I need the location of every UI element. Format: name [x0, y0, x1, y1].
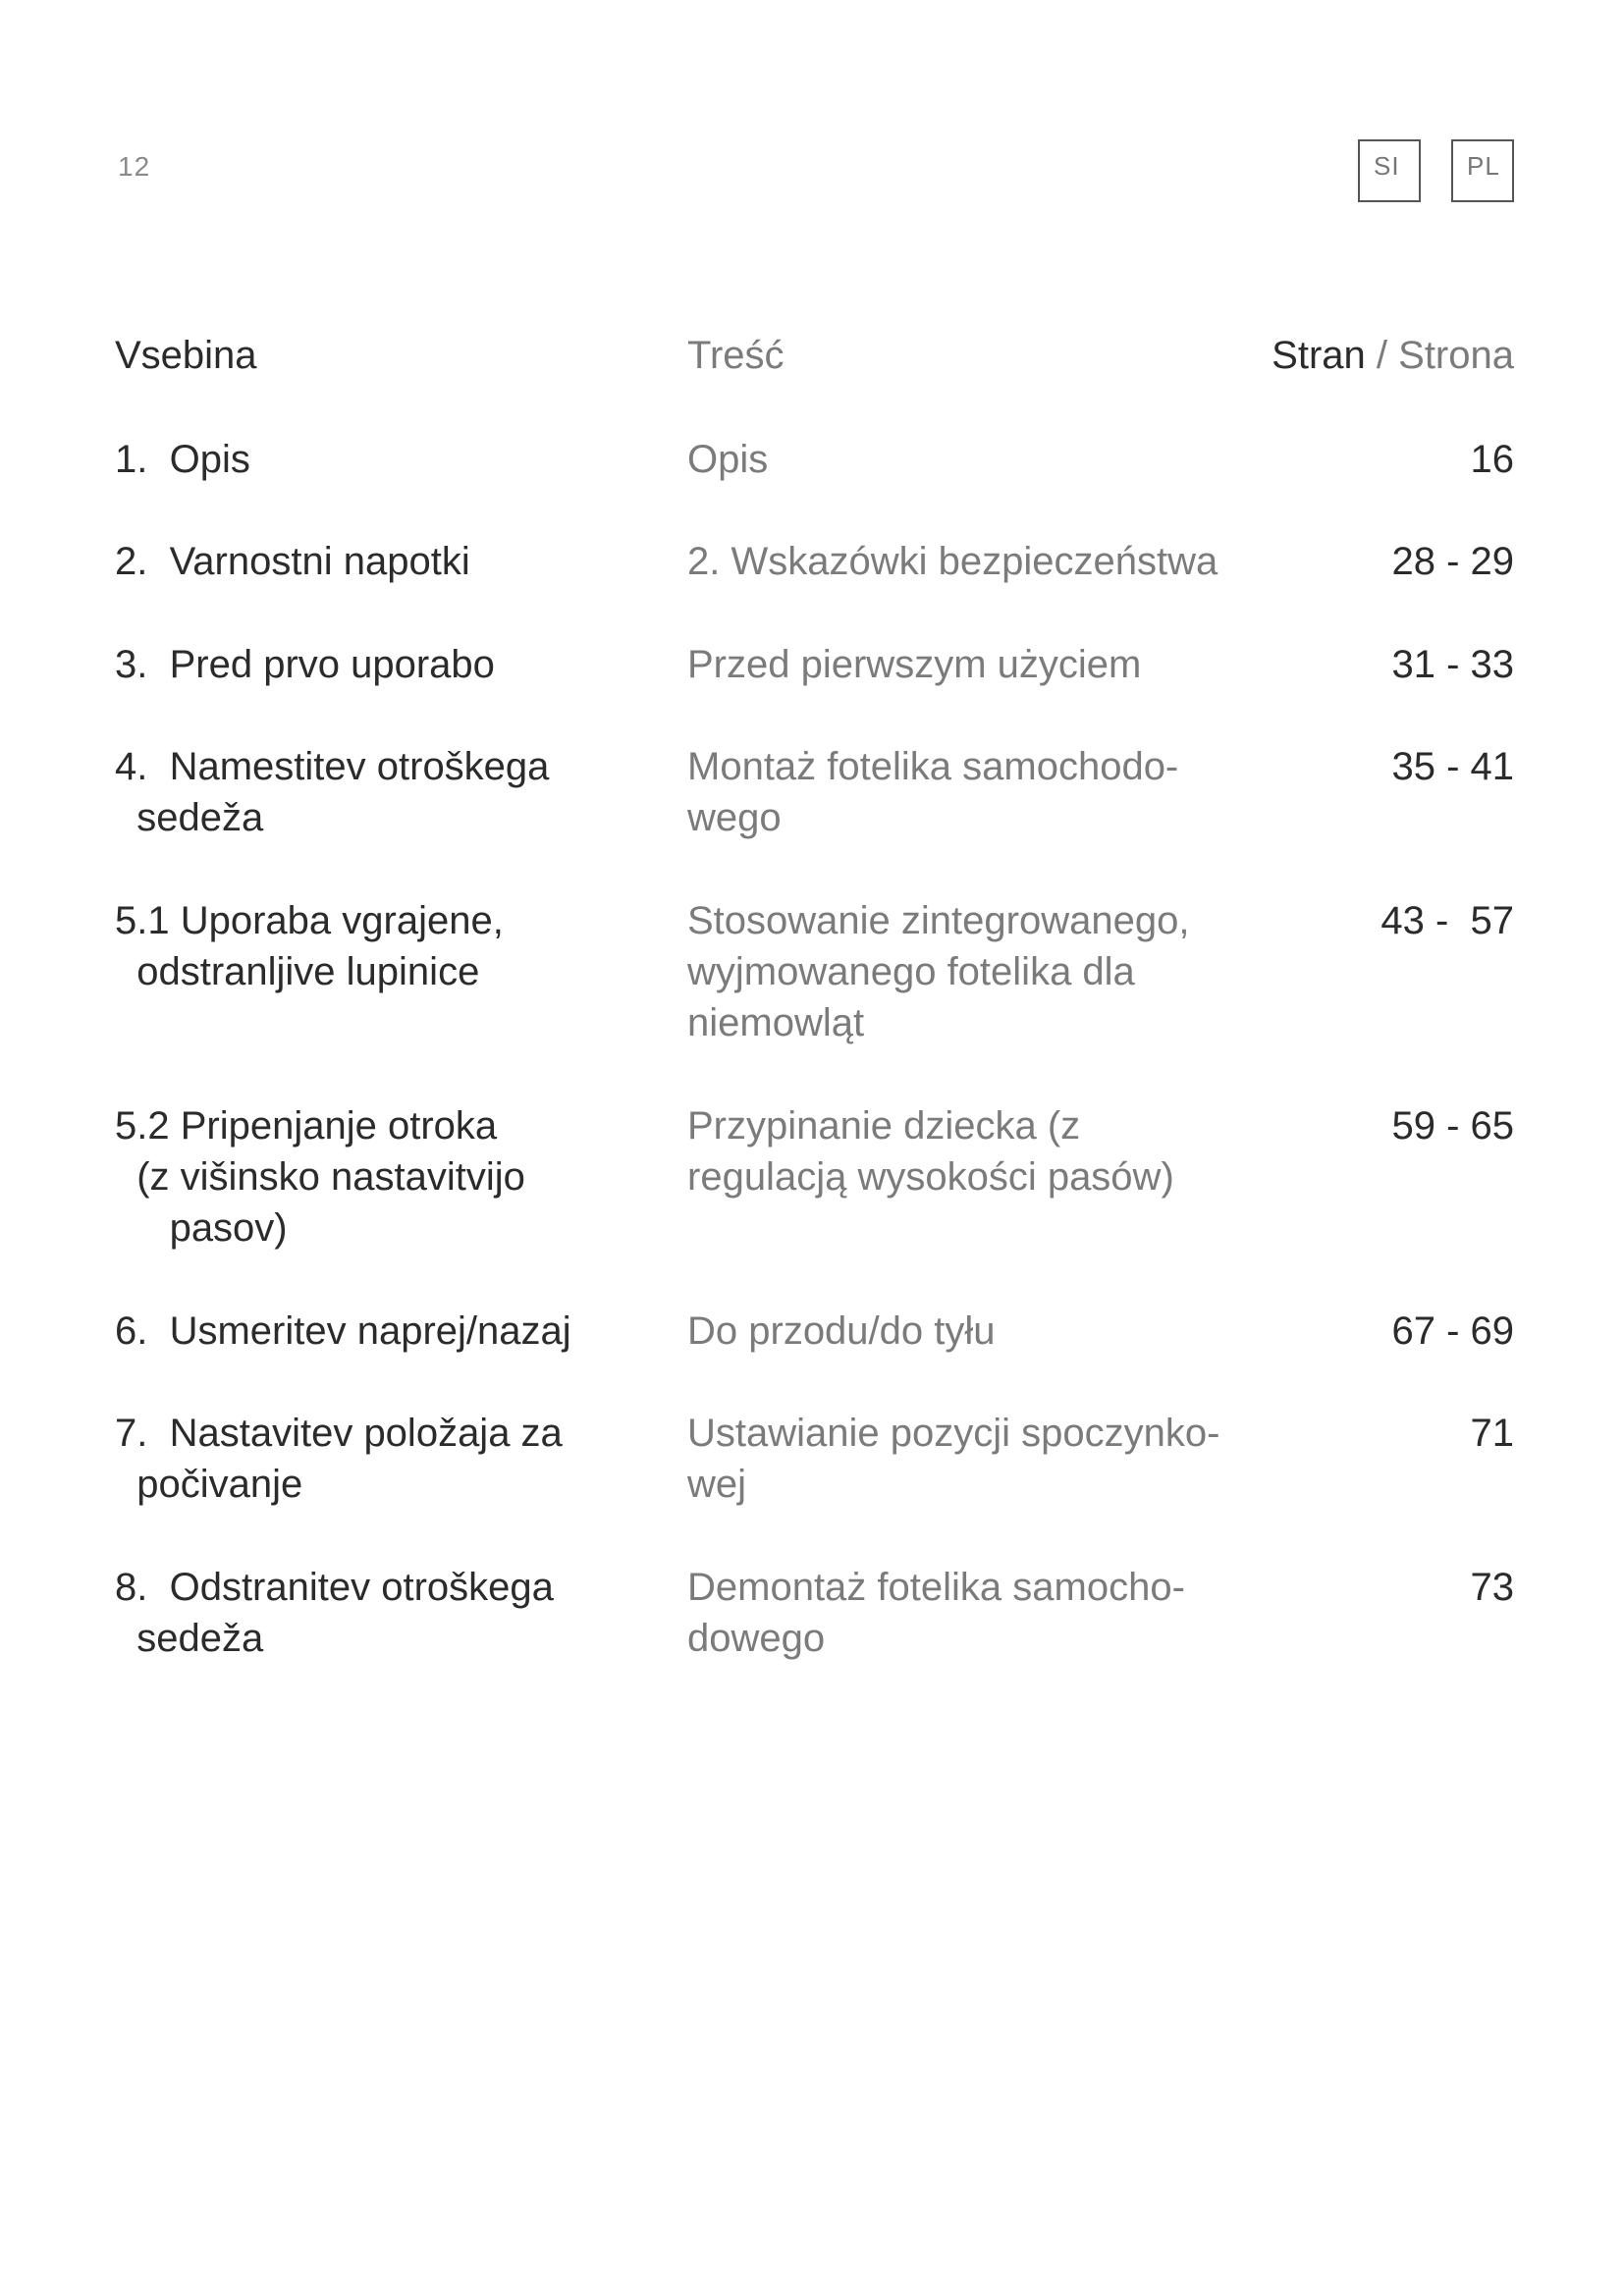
- toc-entry-pl: Ustawianie pozycji spoczynko- wej: [687, 1412, 1220, 1506]
- toc-entry-page: 59 - 65: [1391, 1104, 1514, 1148]
- page-label-si: Stran: [1272, 334, 1366, 377]
- page-label-separator: /: [1376, 334, 1388, 377]
- toc-header-si: Vsebina: [115, 334, 257, 377]
- toc-entry-si: 4. Namestitev otroškega sedeža: [115, 745, 550, 839]
- language-badge-si: SI: [1358, 139, 1421, 202]
- page-label-pl: Strona: [1398, 334, 1514, 377]
- toc-entry-page: 73: [1470, 1566, 1514, 1609]
- toc-entry-pl: Do przodu/do tyłu: [687, 1309, 996, 1353]
- toc-entry-page: 35 - 41: [1391, 745, 1514, 788]
- toc-entry-page: 67 - 69: [1391, 1309, 1514, 1353]
- page-number: 12: [118, 151, 151, 182]
- toc-entry-si: 3. Pred prvo uporabo: [115, 643, 495, 686]
- toc-entry-si: 5.2 Pripenjanje otroka (z višinsko nastavitvijo pasov): [115, 1104, 525, 1250]
- toc-entry-page: 43 - 57: [1380, 899, 1514, 942]
- toc-entry-si: 1. Opis: [115, 438, 250, 481]
- toc-entry-pl: Przypinanie dziecka (z regulacją wysokości pasów): [687, 1104, 1174, 1199]
- toc-entry-si: 2. Varnostni napotki: [115, 540, 470, 583]
- language-badges: [1358, 139, 1514, 202]
- toc-entry-page: 31 - 33: [1391, 643, 1514, 686]
- toc-entry-si: 6. Usmeritev naprej/nazaj: [115, 1309, 571, 1353]
- toc-entry-si: 8. Odstranitev otroškega sedeža: [115, 1566, 554, 1660]
- toc-entry-pl: Montaż fotelika samochodo- wego: [687, 745, 1179, 839]
- toc-entry-pl: Przed pierwszym użyciem: [687, 643, 1142, 686]
- toc-header-page: [1272, 330, 1514, 381]
- toc-entry-page: 28 - 29: [1391, 540, 1514, 583]
- toc-entry-pl: Opis: [687, 438, 769, 481]
- toc-entry-page: 16: [1470, 438, 1514, 481]
- toc-entry-pl: 2. Wskazówki bezpieczeństwa: [687, 540, 1218, 583]
- toc-entry-pl: Stosowanie zintegrowanego, wyjmowanego fotelika dla niemowląt: [687, 899, 1190, 1044]
- toc-entry-page: 71: [1470, 1412, 1514, 1455]
- toc-entry-pl: Demontaż fotelika samocho- dowego: [687, 1566, 1185, 1660]
- language-badge-pl: PL: [1451, 139, 1514, 202]
- toc-entry-si: 5.1 Uporaba vgrajene, odstranljive lupinice: [115, 899, 504, 993]
- toc-header-pl: Treść: [687, 334, 785, 377]
- toc-entry-si: 7. Nastavitev položaja za počivanje: [115, 1412, 563, 1506]
